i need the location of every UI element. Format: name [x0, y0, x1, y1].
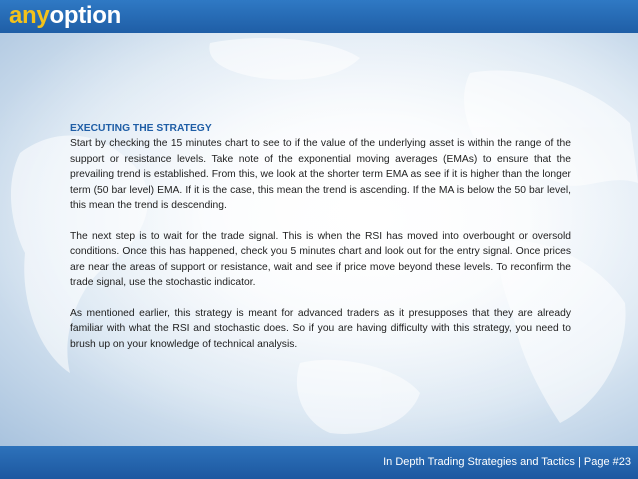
header-bar	[0, 0, 638, 33]
section-heading: EXECUTING THE STRATEGY	[70, 123, 212, 134]
footer-bar	[0, 446, 638, 479]
strategy-section	[70, 121, 571, 367]
footer-page-label: In Depth Trading Strategies and Tactics | Page #23	[383, 456, 631, 468]
paragraph: Start by checking the 15 minutes chart to see to if the value of the underlying asset is within the range of the support or resistance levels. Take note of the exponential moving averages (EMAs) to ensure that the prevailing trend is established. From this, we look at the shorter term EMA as see if it is higher than the longer term (50 bar level) EMA. If it is the case, this mean the trend is ascending. If the MA is below the 50 bar level, this mean the trend is descending.	[70, 138, 571, 212]
slide-background	[0, 33, 638, 446]
logo-text-any: any	[9, 2, 50, 29]
paragraph: The next step is to wait for the trade signal. This is when the RSI has moved into overbought or oversold conditions. Once this has happened, check you 5 minutes chart and look out for the entry signal. Once prices are near the areas of support or resistance, wait and see if price move beyond these levels. To reconfirm the trade signal, use the stochastic indicator.	[70, 230, 571, 289]
logo-text-option: option	[49, 2, 121, 29]
paragraph: As mentioned earlier, this strategy is meant for advanced traders as it presupposes that they are already familiar with what the RSI and stochastic does. So if you are having difficulty with this strategy, you need to brush up on your knowledge of technical analysis.	[70, 307, 571, 350]
anyoption-logo[interactable]	[9, 1, 121, 31]
